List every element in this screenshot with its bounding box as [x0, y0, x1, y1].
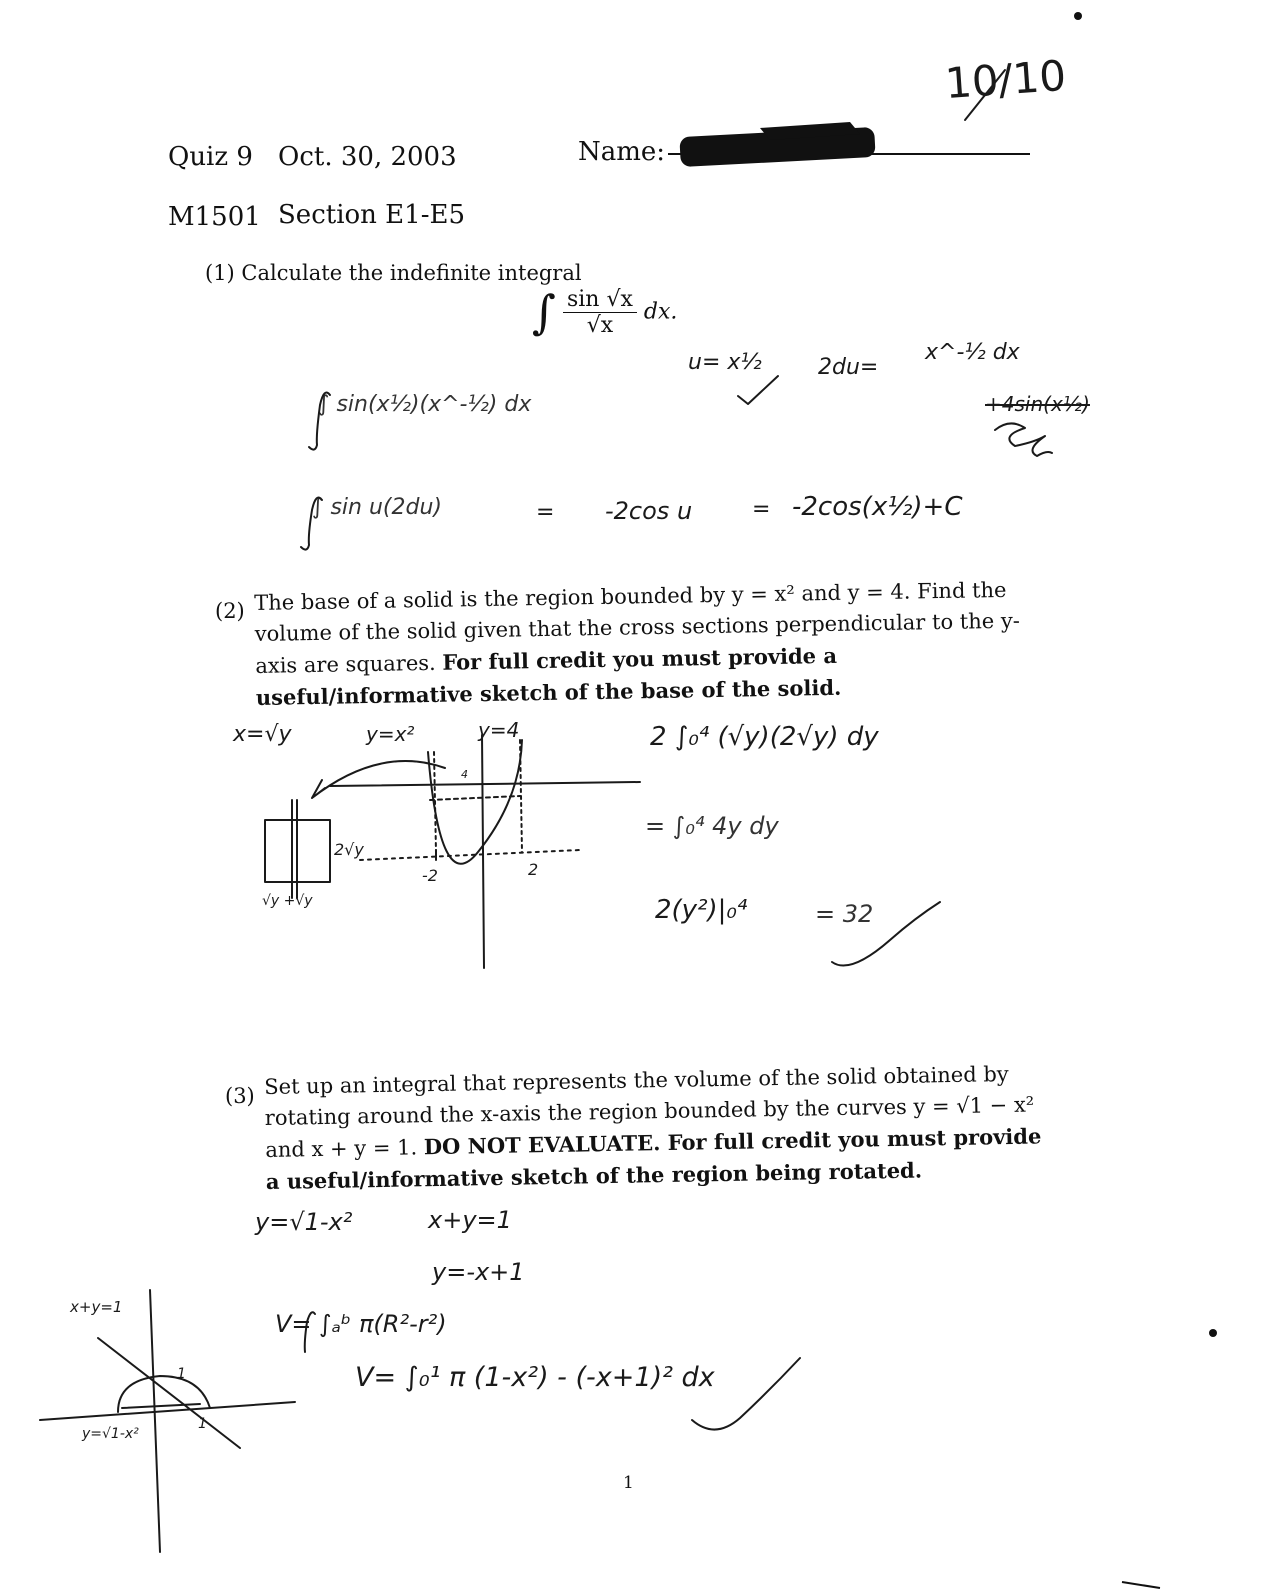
work2-tick-neg2: -2 — [422, 866, 438, 885]
problem-2-bold-part: For full credit you must provide a useful/informative sketch of the base of the solid. — [255, 642, 842, 710]
check-mark-3 — [692, 1358, 800, 1430]
grade-slash — [965, 70, 1005, 120]
course-number: M1501 — [168, 202, 261, 232]
page-number: 1 — [623, 1473, 634, 1493]
stray-mark — [1122, 1582, 1160, 1588]
work1-substitution-u: u= x½ — [688, 350, 762, 375]
work3-tick-1b: 1 — [198, 1416, 207, 1432]
p2-y-axis — [482, 735, 484, 968]
p2-parabola — [428, 740, 522, 864]
problem-3-bold-part: DO NOT EVALUATE. For full credit you must provide a useful/informative sketch of the region being rotated. — [265, 1123, 1042, 1194]
p2-dashed-top — [430, 796, 520, 800]
work3-curve2b: y=-x+1 — [432, 1258, 525, 1286]
check-mark-2 — [832, 902, 940, 966]
p2-dashed-left — [434, 752, 436, 852]
work2-integral-line2: = ∫₀⁴ 4y dy — [645, 812, 779, 840]
work3-sketch-curve-label: y=√1-x² — [82, 1426, 139, 1442]
redaction-smudge — [760, 122, 860, 140]
work3-tick-1a: 1 — [177, 1366, 186, 1382]
work3-sketch-line-label: x+y=1 — [70, 1298, 123, 1316]
grade-mark: 10/10 — [943, 50, 1068, 109]
work2-side-label: 2√y — [334, 840, 364, 859]
integral-numerator: sin √x — [563, 287, 637, 313]
work1-substitution-rhs: x^-½ dx — [925, 340, 1020, 365]
integral-denominator: √x — [586, 312, 614, 338]
work2-tick-4: 4 — [461, 768, 468, 781]
check-mark-1 — [738, 376, 778, 404]
work2-bottom-label: √y +√y — [262, 893, 313, 909]
problem-3-label: (3) — [225, 1084, 255, 1108]
p2-x-axis — [330, 782, 640, 786]
integral-dx: dx. — [643, 299, 678, 325]
work1-line2-mid: -2cos u — [605, 497, 693, 525]
work3-setup: V= ∫₀¹ π (1-x²) - (-x+1)² dx — [355, 1362, 715, 1393]
work1-line2-right: -2cos(x½)+C — [792, 492, 963, 522]
integral-sign-1 — [309, 393, 330, 450]
problem-3-text-part: Set up an integral that represents the volume of the solid obtained by rotating around the x-axis the region bounded by the curves y = √1 − x² and x + y = 1. — [264, 1062, 1035, 1162]
stray-dot-1 — [1074, 12, 1082, 20]
name-label: Name: — [578, 137, 666, 167]
problem-1-integral: ∫ $\frac{\sin √x}{√x}$ dx. — [532, 285, 678, 339]
work3-curve1: y=√1-x² — [255, 1208, 353, 1236]
integral-sign-2 — [301, 498, 322, 550]
work1-line2-eq1: = — [536, 500, 555, 525]
work3-curve2: x+y=1 — [428, 1206, 512, 1234]
scribble-1 — [995, 423, 1052, 456]
work2-integral-line1: 2 ∫₀⁴ (√y)(2√y) dy — [650, 722, 879, 752]
p2-square-mid — [292, 800, 297, 898]
work2-integral-line3: 2(y²)|₀⁴ — [655, 895, 748, 925]
p3-line — [98, 1338, 240, 1448]
work2-y-eq-x2: y=x² — [366, 722, 415, 746]
work2-tick-2: 2 — [528, 860, 539, 879]
quiz-date: Oct. 30, 2003 — [278, 142, 457, 172]
p3-integral-formula — [305, 1312, 315, 1352]
work1-substitution-du: 2du= — [818, 355, 879, 380]
p2-arrow — [312, 761, 445, 798]
work1-line2-left: ∫ sin u(2du) — [312, 495, 442, 520]
quiz-title: Quiz 9 — [168, 142, 253, 172]
work1-scribble: +4sin(x½) — [985, 392, 1090, 416]
work2-x-eq: x=√y — [233, 722, 292, 747]
problem-1-prompt: (1) Calculate the indefinite integral — [205, 261, 582, 285]
work1-line1: ∫ sin(x½)(x^-½) dx — [318, 392, 532, 417]
work2-y-eq-4: y=4 — [478, 718, 520, 742]
work3-formula: V= ∫ₐᵇ π(R²-r²) — [275, 1310, 447, 1338]
work1-line2-eq2: = — [752, 497, 771, 522]
p2-dashed-right — [520, 740, 522, 852]
p2-baseline — [360, 850, 580, 860]
problem-2-text-part: The base of a solid is the region bounded by y = x² and y = 4. Find the volume of the solid given that the cross sections perpendicular to the y-axis are squares. — [254, 577, 1021, 678]
problem-2-label: (2) — [215, 599, 245, 623]
p3-y-axis — [150, 1290, 160, 1552]
work2-result: = 32 — [815, 900, 874, 928]
section-label: Section E1-E5 — [278, 200, 466, 230]
stray-dot-2 — [1209, 1329, 1217, 1337]
